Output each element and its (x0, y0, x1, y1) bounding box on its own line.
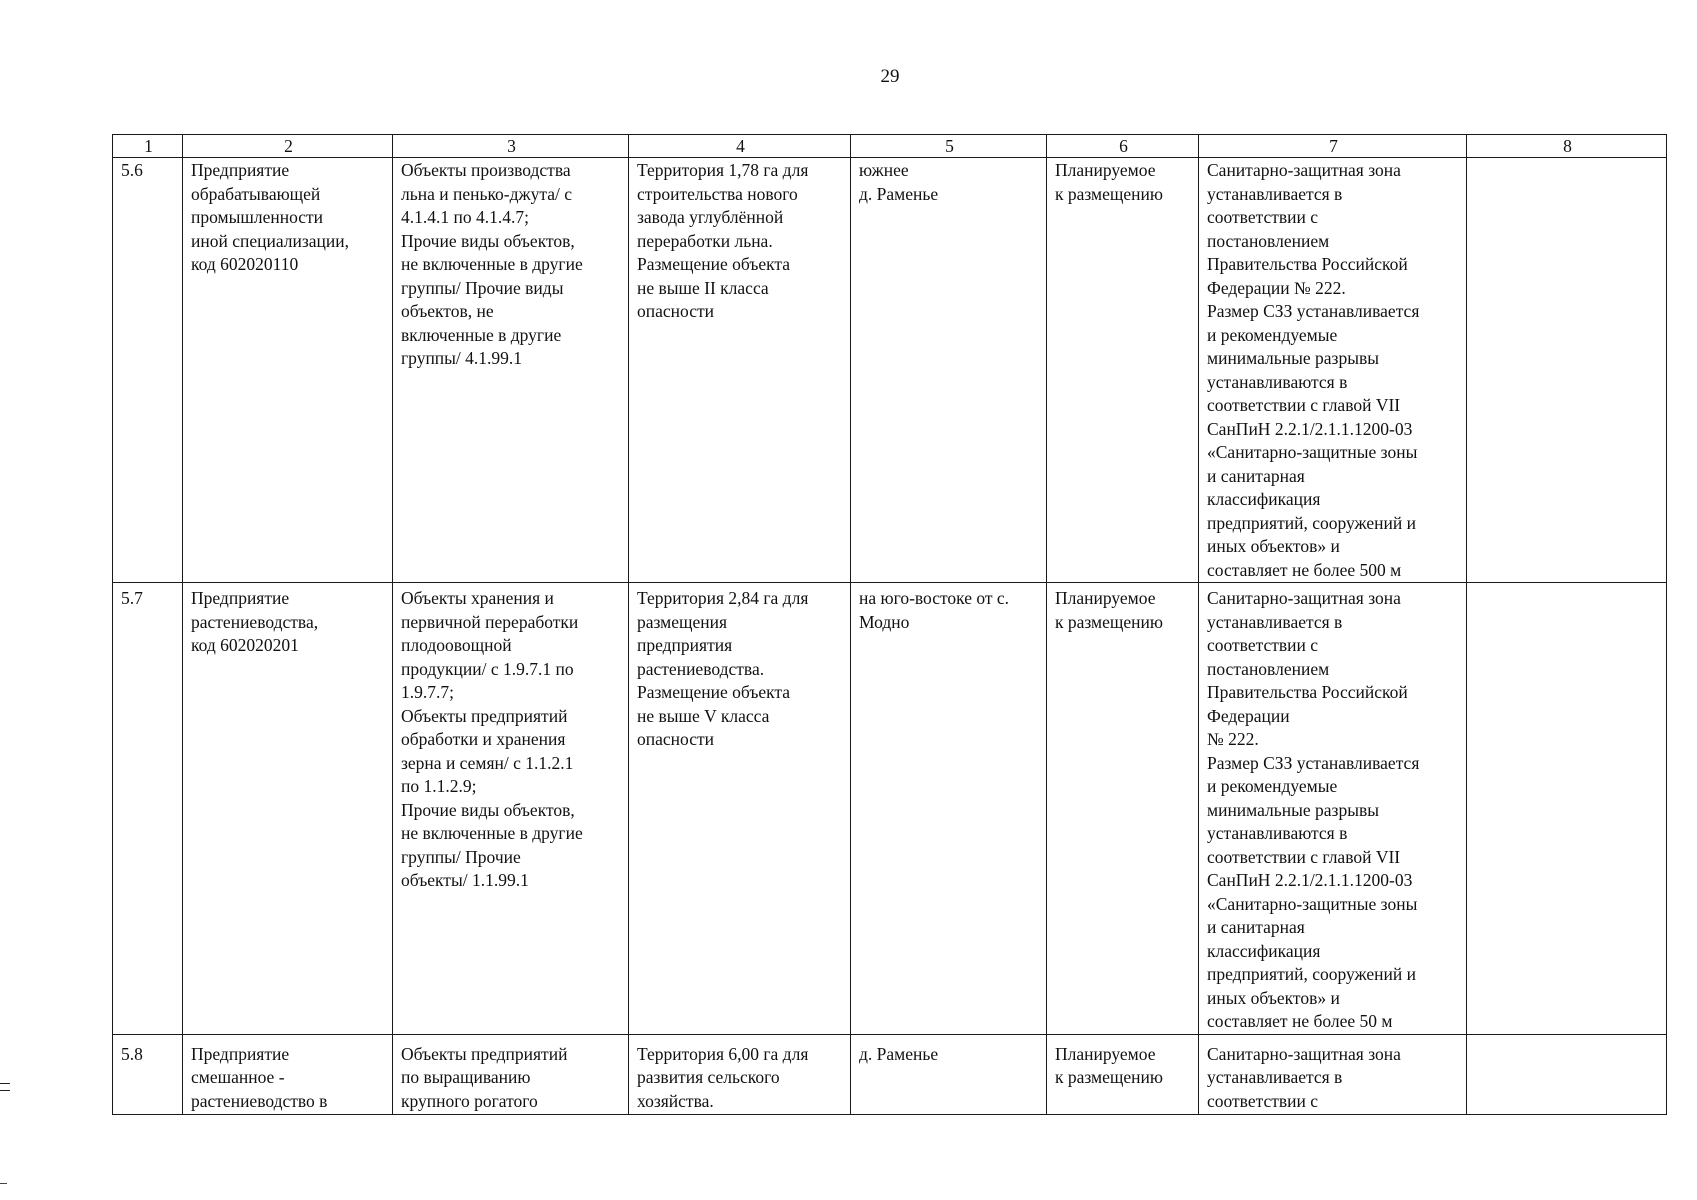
column-header-1: 1 (113, 135, 183, 158)
page-number: 29 (880, 66, 900, 87)
object-types: Объекты производства льна и пенько-джута/ с 4.1.4.1 по 4.1.4.7; Прочие виды объектов, не включенные в другие группы/ Прочие виды объектов, не включенные в другие группы/ 4.1.99.1 (393, 158, 629, 583)
table-row (113, 1034, 1667, 1114)
object-status: Планируемое к размещению (1047, 583, 1199, 1035)
object-status: Планируемое к размещению (1047, 1034, 1199, 1114)
objects-table (112, 134, 1667, 1115)
object-types: Объекты хранения и первичной переработки плодоовощной продукции/ с 1.9.7.1 по 1.9.7.7; Объекты предприятий обработки и хранения зерна и семян/ с 1.1.2.1 по 1.1.2.9; Прочие виды объектов, не включенные в другие группы/ Прочие объекты/ 1.1.99.1 (393, 583, 629, 1035)
column-header-4: 4 (629, 135, 851, 158)
object-location: южнее д. Раменье (851, 158, 1047, 583)
table-row (113, 583, 1667, 1035)
object-location: на юго-востоке от с. Модно (851, 583, 1047, 1035)
row-number: 5.8 (113, 1034, 183, 1114)
column-8-cell (1467, 583, 1667, 1035)
row-number: 5.6 (113, 158, 183, 583)
margin-tick (0, 1183, 7, 1184)
column-header-5: 5 (851, 135, 1047, 158)
object-name: Предприятие смешанное - растениеводство в (183, 1034, 393, 1114)
object-characteristics: Территория 6,00 га для развития сельского хозяйства. (629, 1034, 851, 1114)
table-row (113, 158, 1667, 583)
row-number: 5.7 (113, 583, 183, 1035)
column-header-8: 8 (1467, 135, 1667, 158)
object-types: Объекты предприятий по выращиванию крупного рогатого (393, 1034, 629, 1114)
object-status: Планируемое к размещению (1047, 158, 1199, 583)
column-header-7: 7 (1199, 135, 1467, 158)
object-location: д. Раменье (851, 1034, 1047, 1114)
object-characteristics: Территория 2,84 га для размещения предприятия растениеводства. Размещение объекта не выше V класса опасности (629, 583, 851, 1035)
column-8-cell (1467, 158, 1667, 583)
sanitary-zone: Санитарно-защитная зона устанавливается в соответствии с (1199, 1034, 1467, 1114)
margin-binding-mark (0, 1083, 10, 1091)
object-name: Предприятие растениеводства, код 602020201 (183, 583, 393, 1035)
sanitary-zone: Санитарно-защитная зона устанавливается в соответствии с постановлением Правительства Российской Федерации № 222. Размер СЗЗ устанавливается и рекомендуемые минимальные разрывы устанавливаются в соответствии с главой VII СанПиН 2.2.1/2.1.1.1200-03 «Санитарно-защитные зоны и санитарная классификация предприятий, сооружений и иных объектов» и составляет не более 500 м (1199, 158, 1467, 583)
column-8-cell (1467, 1034, 1667, 1114)
header-row (113, 135, 1667, 158)
object-characteristics: Территория 1,78 га для строительства нового завода углублённой переработки льна. Размещение объекта не выше II класса опасности (629, 158, 851, 583)
object-name: Предприятие обрабатывающей промышленности иной специализации, код 602020110 (183, 158, 393, 583)
sanitary-zone: Санитарно-защитная зона устанавливается в соответствии с постановлением Правительства Российской Федерации № 222. Размер СЗЗ устанавливается и рекомендуемые минимальные разрывы устанавливаются в соответствии с главой VII СанПиН 2.2.1/2.1.1.1200-03 «Санитарно-защитные зоны и санитарная классификация предприятий, сооружений и иных объектов» и составляет не более 50 м (1199, 583, 1467, 1035)
column-header-3: 3 (393, 135, 629, 158)
column-header-2: 2 (183, 135, 393, 158)
column-header-6: 6 (1047, 135, 1199, 158)
